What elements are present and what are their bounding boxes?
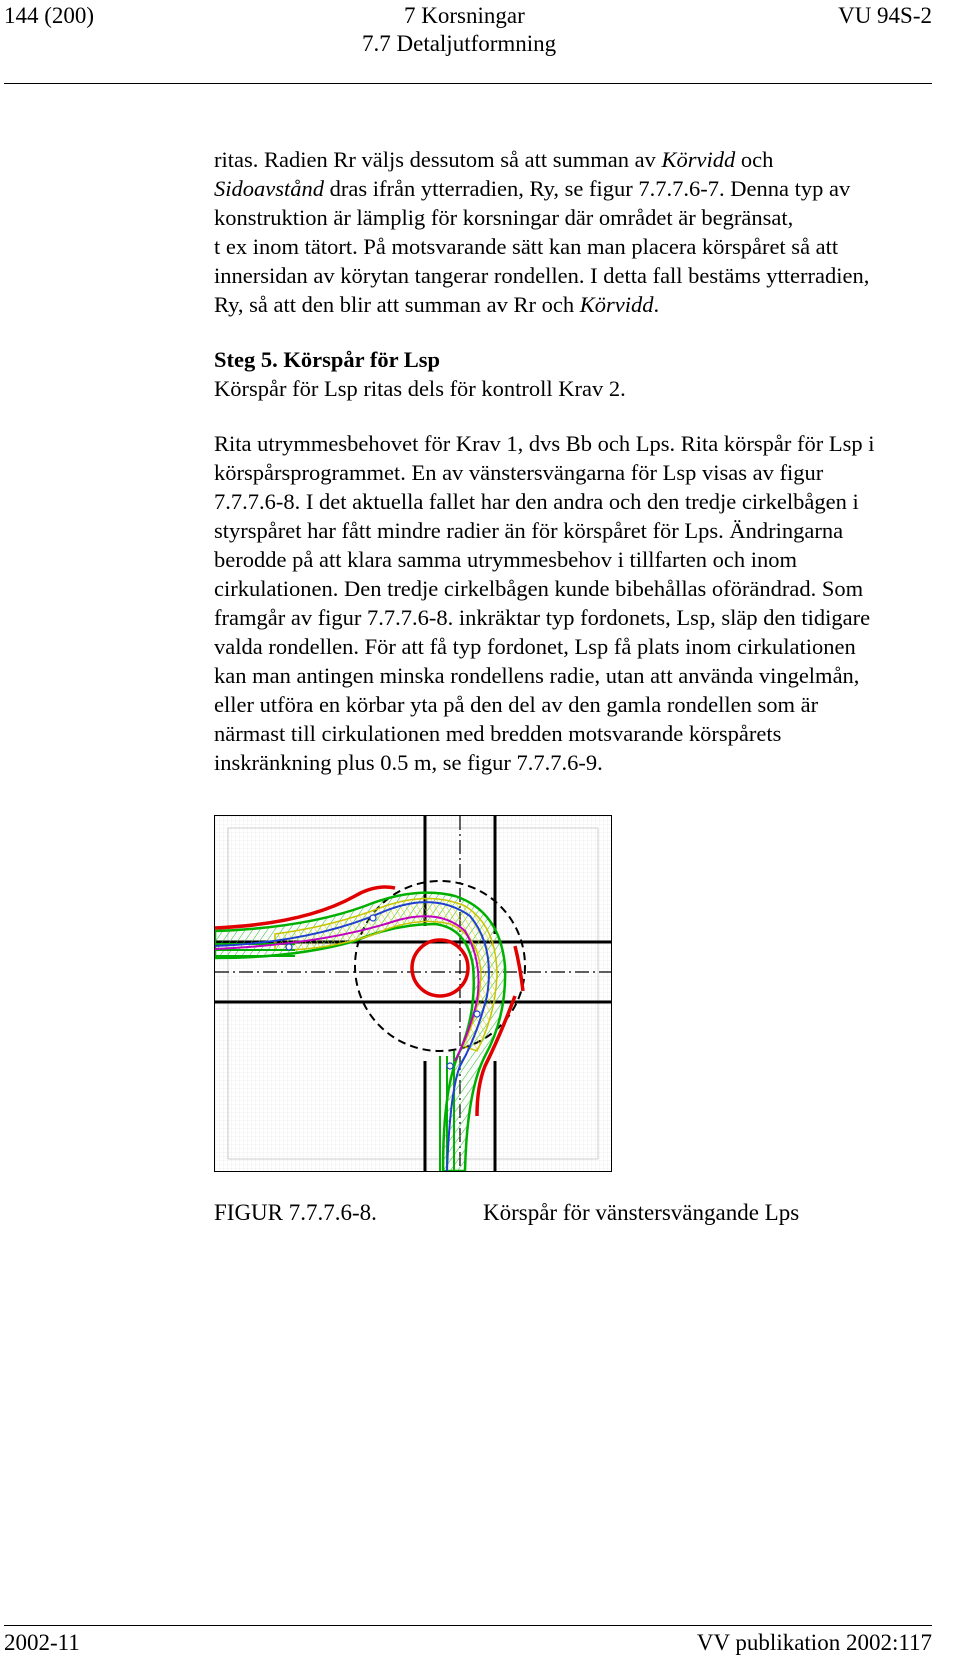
text-line: Rita utrymmesbehovet för Krav 1, dvs Bb och Lps. Rita körspår för Lsp i [214, 431, 875, 456]
text-line: konstruktion är lämplig för korsningar där området är begränsat, [214, 205, 794, 230]
text-line: 7.7.7.6-8. I det aktuella fallet har den andra och den tredje cirkelbågen i [214, 489, 859, 514]
document-id: VU 94S-2 [838, 3, 932, 28]
text-line: kan man antingen minska rondellens radie, utan att använda vingelmån, [214, 663, 860, 688]
paragraph-step5 [214, 429, 954, 777]
step5-heading: Steg 5. Körspår för Lsp [214, 347, 441, 372]
text-line: ritas. Radien Rr väljs dessutom så att summan av Körvidd och [214, 147, 774, 172]
text-line: valda rondellen. För att få typ fordonet, Lsp få plats inom cirkulationen [214, 634, 856, 659]
chapter-title: 7 Korsningar [404, 3, 525, 28]
paragraph-intro [214, 145, 954, 319]
background-grid [215, 816, 611, 1171]
text-line: eller utföra en körbar yta på den del av den gamla rondellen som är [214, 692, 819, 717]
page-number: 144 (200) [4, 3, 95, 28]
text-line: innersidan av körytan tangerar rondellen. I detta fall bestäms ytterradien, [214, 263, 870, 288]
figure-label: FIGUR 7.7.7.6-8. [214, 1200, 377, 1225]
text-line: cirkulationen. Den tredje cirkelbågen kunde bibehållas oförändrad. Som [214, 576, 864, 601]
text-line: närmast till cirkulationen med bredden motsvarande körspårets [214, 721, 782, 746]
term-korvidd: Körvidd [579, 292, 654, 317]
term-sidoavstand: Sidoavstånd [214, 176, 324, 201]
text-line: körspårsprogrammet. En av vänstersvängarna för Lsp visas av figur [214, 460, 824, 485]
text-line: Sidoavstånd dras ifrån ytterradien, Ry, se figur 7.7.7.6-7. Denna typ av [214, 176, 851, 201]
footer-publication: VV publikation 2002:117 [696, 1630, 932, 1655]
text-line: framgår av figur 7.7.7.6-8. inkräktar typ fordonets, Lsp, släp den tidigare [214, 605, 871, 630]
roundabout-swept-path-drawing [215, 816, 611, 1171]
footer-rule [4, 1625, 932, 1626]
text-line: t ex inom tätort. På motsvarande sätt kan man placera körspåret så att [214, 234, 839, 259]
figure-caption: Körspår för vänstersvängande Lps [483, 1200, 800, 1225]
footer-date: 2002-11 [4, 1630, 80, 1655]
text-line: Ry, så att den blir att summan av Rr och Körvidd. [214, 292, 660, 317]
step5-subtitle: Körspår för Lsp ritas dels för kontroll Krav 2. [214, 376, 626, 401]
section-title: 7.7 Detaljutformning [362, 31, 557, 56]
header-rule [4, 83, 932, 84]
text-line: berodde på att klara samma utrymmesbehov i tillfarten och inom [214, 547, 797, 572]
term-korvidd: Körvidd [661, 147, 736, 172]
swept-path-figure [214, 815, 612, 1172]
text-line: inskränkning plus 0.5 m, se figur 7.7.7.6-9. [214, 750, 603, 775]
body-text [214, 145, 954, 777]
text-line: styrspåret har fått mindre radier än för körspåret för Lps. Ändringarna [214, 518, 844, 543]
